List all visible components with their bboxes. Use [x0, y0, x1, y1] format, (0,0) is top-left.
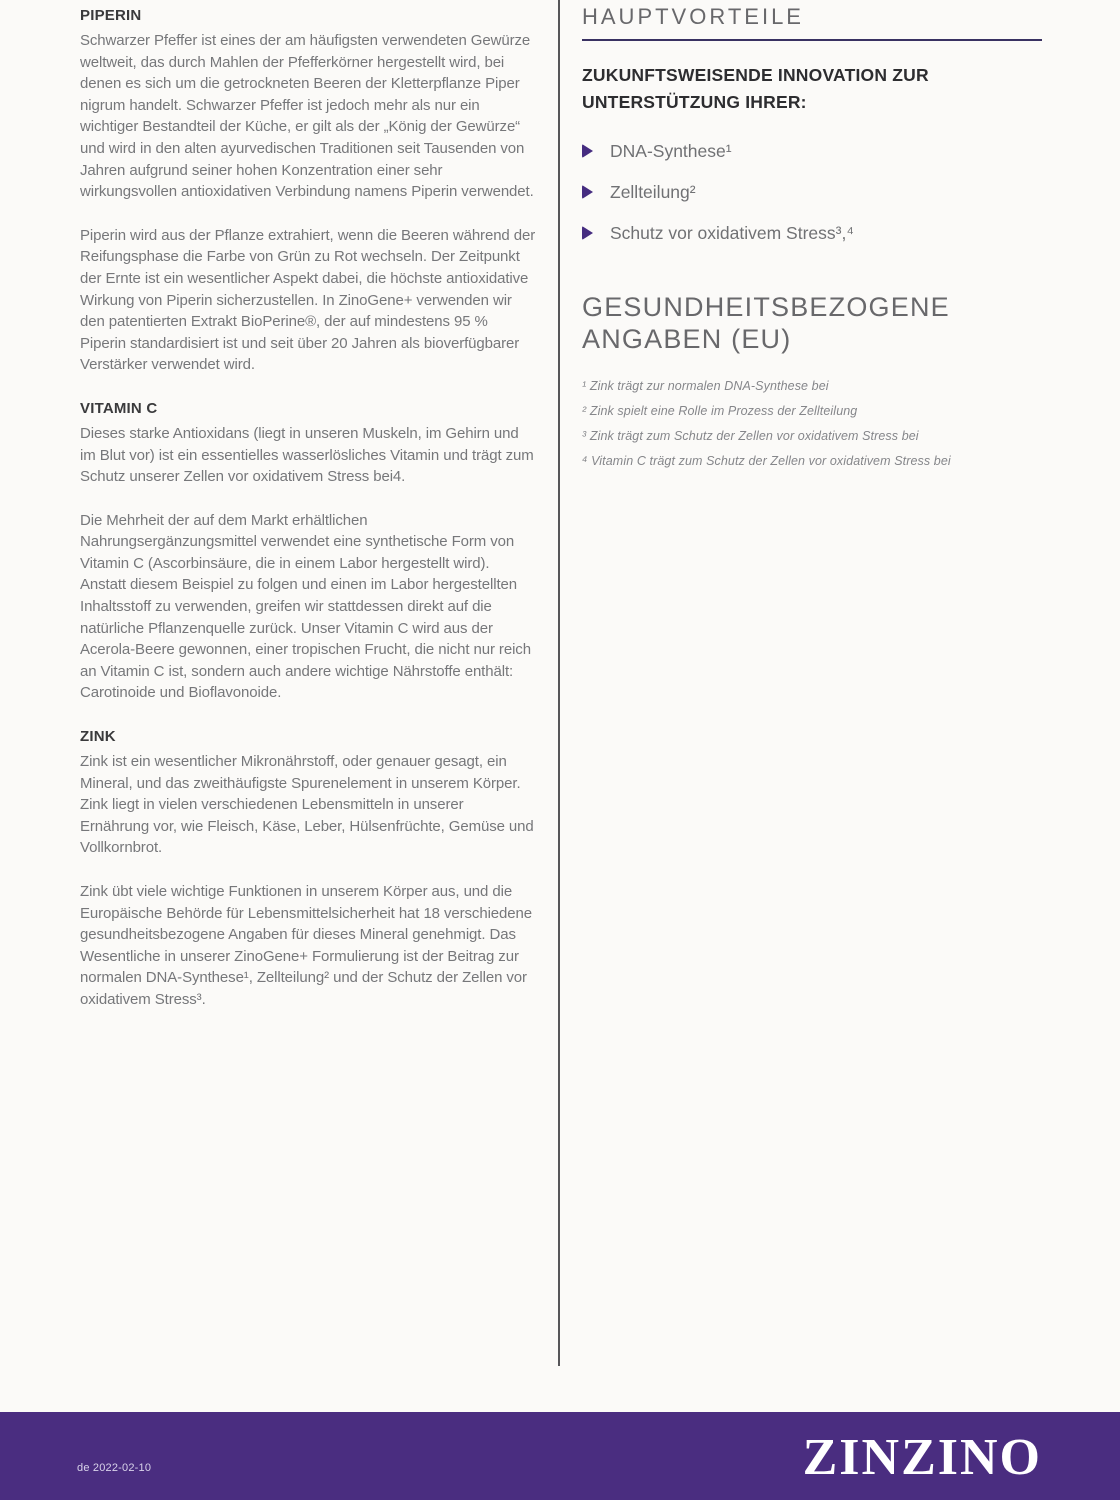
benefit-item-dna: [582, 140, 1042, 162]
benefit-label: Schutz vor oxidativem Stress³,⁴: [610, 223, 854, 243]
benefit-label: Zellteilung²: [610, 182, 696, 202]
benefit-item-cell-division: [582, 181, 1042, 203]
triangle-bullet-icon: [582, 144, 593, 158]
column-divider: [558, 0, 560, 1366]
footnote-3: ³ Zink trägt zum Schutz der Zellen vor oxidativem Stress bei: [582, 429, 919, 443]
benefits-subtitle: ZUKUNFTSWEISENDE INNOVATION ZUR UNTERSTÜTZUNG IHRER:: [582, 65, 929, 112]
section-heading: VITAMIN C: [80, 399, 158, 417]
body-paragraph: Zink ist ein wesentlicher Mikronährstoff, oder genauer gesagt, ein Mineral, und das zweithäufigste Spurenelement in unserem Körper. Zink liegt in vielen verschiedenen Lebensmitteln in unserer Ernährung vor, wie Fleisch, Käse, Leber, Hülsenfrüchte, Gemüse und Vollkornbrot.: [80, 753, 534, 857]
body-paragraph: Dieses starke Antioxidans (liegt in unseren Muskeln, im Gehirn und im Blut vor) ist ein essentielles wasserlösliches Vitamin und trägt zum Schutz unserer Zellen vor oxidativem Stress bei4.: [80, 424, 534, 486]
body-paragraph: Die Mehrheit der auf dem Markt erhältlichen Nahrungsergänzungsmittel verwendet eine synthetische Form von Vitamin C (Ascorbinsäure, die in einem Labor hergestellt wird). Anstatt diesem Beispiel zu folgen und einen im Labor hergestellten Inhaltsstoff zu verwenden, greifen wir stattdessen direkt auf die natürliche Pflanzenquelle zurück. Unser Vitamin C wird aus der Acerola-Beere gewonnen, einer tropischen Frucht, die nicht nur reich an Vitamin C ist, sondern auch andere wichtige Nährstoffe enthält: Carotinoide und Bioflavonoide.: [80, 511, 531, 702]
footnote-1: ¹ Zink trägt zur normalen DNA-Synthese bei: [582, 379, 829, 393]
body-paragraph: Zink übt viele wichtige Funktionen in unserem Körper aus, und die Europäische Behörde für Lebensmittelsicherheit hat 18 verschiedene gesundheitsbezogene Angaben für dieses Mineral genehmigt. Das Wesentliche in unserer ZinoGene+ Formulierung ist der Beitrag zur normalen DNA-Synthese¹, Zellteilung² und der Schutz der Zellen vor oxidativem Stress³.: [80, 883, 533, 1008]
footer-bar: [0, 1412, 1120, 1500]
footnote-4: ⁴ Vitamin C trägt zum Schutz der Zellen vor oxidativem Stress bei: [582, 454, 951, 468]
section-zink: [80, 726, 536, 1011]
section-piperin: [80, 5, 536, 376]
zinzino-logo: ZINZINO: [802, 1429, 1042, 1486]
triangle-bullet-icon: [582, 226, 593, 240]
section-vitamin-c: [80, 398, 536, 704]
triangle-bullet-icon: [582, 185, 593, 199]
body-paragraph: Schwarzer Pfeffer ist eines der am häufigsten verwendeten Gewürze weltweit, das durch Mahlen der Pfefferkörner hergestellt wird, bei denen es sich um die getrockneten Beeren der Kletterpflanze Piper nigrum handelt. Schwarzer Pfeffer ist jedoch mehr als nur ein wichtiger Bestandteil der Küche, er gilt als der „König der Gewürze“ und wird in den alten ayurvedischen Traditionen seit Tausenden von Jahren aufgrund seiner hohen Konzentration einer sehr wirkungsvollen antioxidativen Verbindung namens Piperin verwendet.: [80, 32, 534, 201]
section-heading: PIPERIN: [80, 7, 142, 24]
left-column: [80, 5, 536, 1033]
body-paragraph: Piperin wird aus der Pflanze extrahiert, wenn die Beeren während der Reifungsphase die Farbe von Grün zu Rot wechseln. Der Zeitpunkt der Ernte ist ein wesentlicher Aspekt dabei, die höchste antioxidative Wirkung von Piperin sicherzustellen. In ZinoGene+ verwenden wir den patentierten Extrakt BioPerine®, der auf mindestens 95 % Piperin standardisiert ist und seit über 20 Jahren als bioverfügbarer Verstärker verwendet wird.: [80, 226, 536, 374]
title-underline: [582, 39, 1042, 41]
benefit-label: DNA-Synthese¹: [610, 141, 732, 161]
footnotes-list: [582, 379, 1042, 469]
section-heading: ZINK: [80, 728, 116, 746]
right-column: [582, 0, 1042, 479]
health-claims-title: GESUNDHEITSBEZOGENE ANGABEN (EU): [582, 292, 950, 354]
benefits-title: HAUPTVORTEILE: [582, 4, 804, 29]
document-code: de 2022-02-10: [77, 1462, 152, 1474]
footnote-2: ² Zink spielt eine Rolle im Prozess der Zellteilung: [582, 404, 858, 418]
benefit-item-oxidative-stress: [582, 222, 1042, 244]
